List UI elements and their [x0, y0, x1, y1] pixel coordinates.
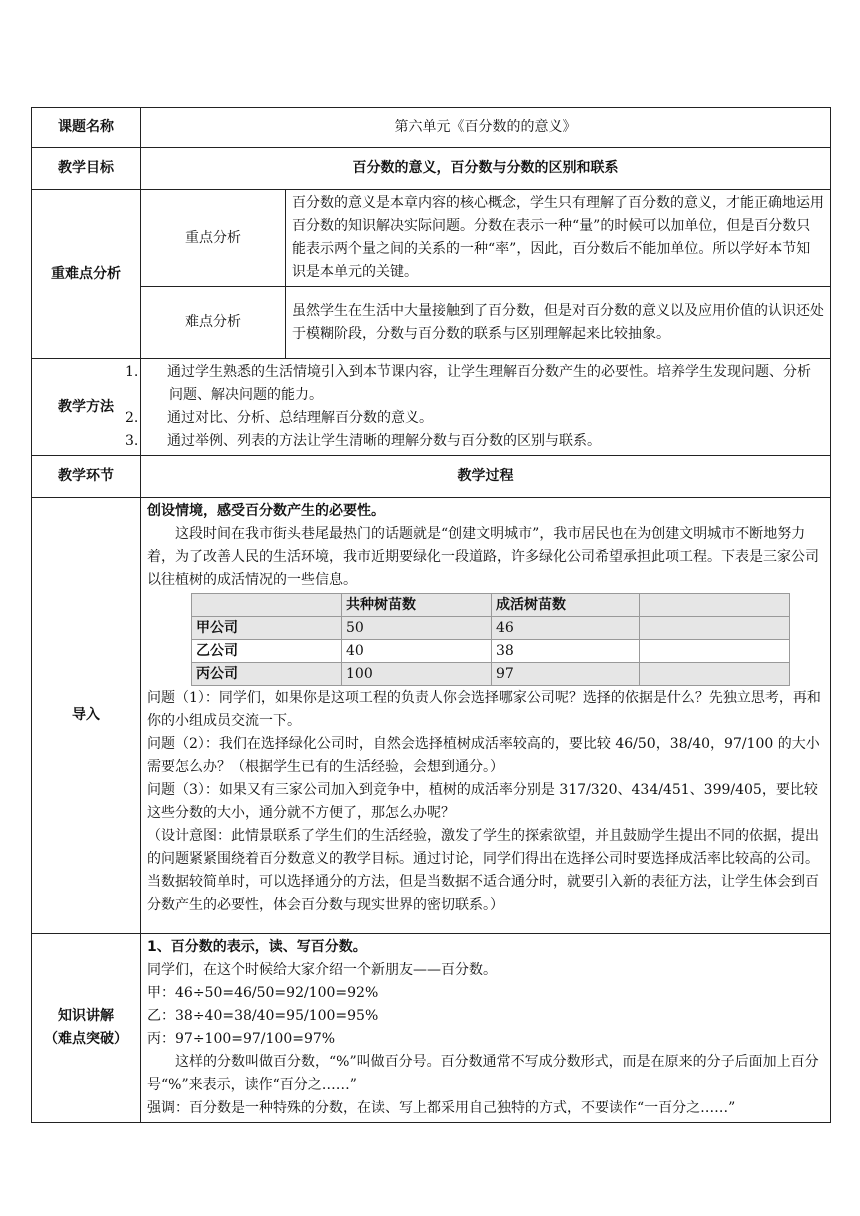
survived-count: 97 [492, 663, 640, 686]
row-intro [32, 498, 831, 934]
planted-count: 40 [342, 640, 492, 663]
knowledge-paragraph: 这样的分数叫做百分数，“%”叫做百分号。百分数通常不写成分数形式，而是在原来的分子后面加上百分号“%”来表示，读作“百分之……” [147, 1054, 819, 1093]
empty-cell [640, 640, 790, 663]
row-process-header [32, 456, 831, 498]
survival-table [191, 593, 790, 686]
key-analysis-label: 重点分析 [141, 190, 286, 287]
process-label: 教学过程 [141, 456, 831, 498]
intro-content [141, 498, 831, 934]
process-step-label: 教学环节 [32, 456, 141, 498]
intro-label: 导入 [32, 498, 141, 934]
company-name: 乙公司 [192, 640, 342, 663]
table-row [192, 663, 790, 686]
survived-count: 38 [492, 640, 640, 663]
row-knowledge [32, 934, 831, 1123]
question-1: 问题（1）：同学们，如果你是这项工程的负责人你会选择哪家公司呢？选择的依据是什么？先独立思考，再和你的小组成员交流一下。 [147, 690, 821, 729]
survived-count: 46 [492, 617, 640, 640]
method-list [125, 359, 831, 456]
method-item: 2. 通过对比、分析、总结理解百分数的意义。 [125, 410, 433, 426]
question-3: 问题（3）：如果又有三家公司加入到竞争中，植树的成活率分别是 317/320、434/451、399/405，要比较这些分数的大小，通分就不方便了，那怎么办呢？ [147, 782, 818, 821]
knowledge-label-cell [32, 934, 141, 1123]
goal-label: 教学目标 [32, 148, 141, 190]
planted-count: 100 [342, 663, 492, 686]
row-goal [32, 148, 831, 190]
row-method [32, 359, 831, 456]
knowledge-intro-line: 同学们，在这个时候给大家介绍一个新朋友——百分数。 [147, 962, 497, 978]
title-value: 第六单元《百分数的的意义》 [141, 108, 831, 148]
knowledge-label: 知识讲解 [58, 1008, 114, 1024]
company-name: 丙公司 [192, 663, 342, 686]
difficult-analysis-label: 难点分析 [141, 287, 286, 359]
header-cell [640, 594, 790, 617]
title-label: 课题名称 [32, 108, 141, 148]
difficult-analysis-text: 虽然学生在生活中大量接触到了百分数，但是对百分数的意义以及应用价值的认识还处于模糊阶段，分数与百分数的联系与区别理解起来比较抽象。 [286, 287, 831, 359]
table-row [192, 617, 790, 640]
question-2: 问题（2）：我们在选择绿化公司时，自然会选择植树成活率较高的，要比较 46/50，38/40，97/100 的大小需要怎么办？（根据学生已有的生活经验，会想到通分。） [147, 736, 820, 775]
row-title [32, 108, 831, 148]
empty-cell [640, 663, 790, 686]
analysis-label: 重难点分析 [32, 190, 141, 359]
knowledge-sublabel: （难点突破） [44, 1031, 128, 1047]
key-analysis-text: 百分数的意义是本章内容的核心概念，学生只有理解了百分数的意义，才能正确地运用百分数的知识解决实际问题。分数在表示一种“量”的时候可以加单位，但是百分数只能表示两个量之间的关系的一种“率”，因此，百分数后不能加单位。所以学好本节知识是本单元的关键。 [286, 190, 831, 287]
table-row [192, 640, 790, 663]
lesson-plan-table [31, 107, 831, 1123]
calc-line: 丙：97÷100=97/100=97% [147, 1031, 336, 1047]
intro-heading: 创设情境，感受百分数产生的必要性。 [147, 503, 385, 519]
design-intent: （设计意图：此情景联系了学生们的生活经验，激发了学生的探索欲望，并且鼓励学生提出不同的依据，提出的问题紧紧围绕着百分数意义的教学目标。通过讨论，同学们得出在选择公司时要选择成活率比较高的公司。当数据较简单时，可以选择通分的方法，但是当数据不适合通分时，就要引入新的表征方法，让学生体会到百分数产生的必要性，体会百分数与现实世界的密切联系。） [147, 828, 819, 913]
method-item: 3. 通过举例、列表的方法让学生清晰的理解分数与百分数的区别与联系。 [125, 433, 601, 449]
intro-paragraph: 这段时间在我市街头巷尾最热门的话题就是“创建文明城市”，我市居民也在为创建文明城市不断地努力着，为了改善人民的生活环境，我市近期要绿化一段道路，许多绿化公司希望承担此项工程。下表是三家公司以往植树的成活情况的一些信息。 [147, 526, 819, 588]
goal-value: 百分数的意义，百分数与分数的区别和联系 [141, 148, 831, 190]
calc-line: 乙：38÷40=38/40=95/100=95% [147, 1008, 379, 1024]
survival-table-header [192, 594, 790, 617]
empty-cell [640, 617, 790, 640]
company-name: 甲公司 [192, 617, 342, 640]
row-difficult-analysis [32, 287, 831, 359]
knowledge-emphasis: 强调：百分数是一种特殊的分数，在读、写上都采用自己独特的方式，不要读作“一百分之……” [147, 1100, 736, 1116]
knowledge-heading: 1、百分数的表示，读、写百分数。 [147, 939, 367, 955]
calc-line: 甲：46÷50=46/50=92/100=92% [147, 985, 379, 1001]
header-cell: 成活树苗数 [492, 594, 640, 617]
method-label: 教学方法 [32, 359, 141, 456]
row-key-analysis [32, 190, 831, 287]
header-cell [192, 594, 342, 617]
method-item: 1. 通过学生熟悉的生活情境引入到本节课内容，让学生理解百分数产生的必要性。培养学生发现问题、分析问题、解决问题的能力。 [125, 364, 811, 403]
knowledge-content [141, 934, 831, 1123]
header-cell: 共种树苗数 [342, 594, 492, 617]
planted-count: 50 [342, 617, 492, 640]
